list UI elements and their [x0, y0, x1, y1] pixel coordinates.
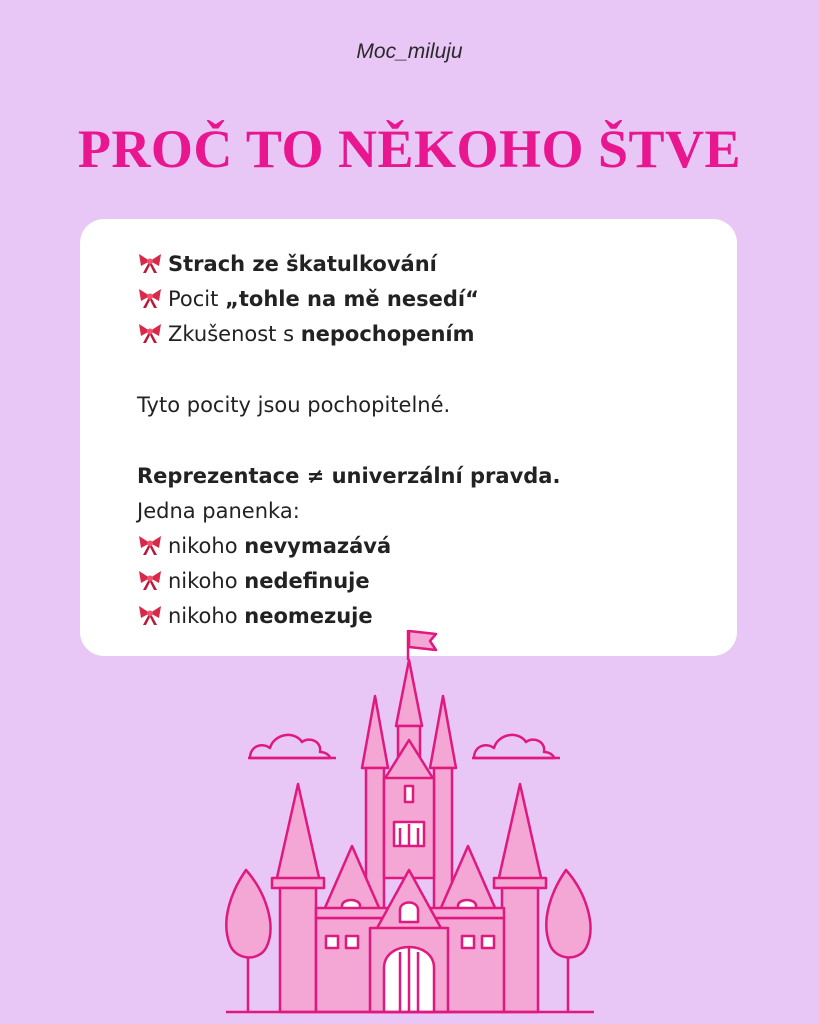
point-bold: nedefinuje	[244, 569, 370, 593]
card-content	[137, 247, 707, 634]
reason-bold: Strach ze škatulkování	[168, 252, 437, 276]
reason-prefix: Zkušenost s	[168, 322, 301, 346]
point-prefix: nikoho	[168, 569, 245, 593]
statement-text: Tyto pocity jsou pochopitelné.	[137, 393, 451, 417]
point-item	[137, 529, 707, 564]
ribbon-bow-icon	[137, 252, 163, 274]
point-item	[137, 564, 707, 599]
reason-item	[137, 317, 707, 352]
reason-item	[137, 282, 707, 317]
ribbon-bow-icon	[137, 287, 163, 309]
reason-bold: „tohle na mě nesedí“	[225, 287, 479, 311]
reason-item	[137, 247, 707, 282]
ribbon-bow-icon	[137, 322, 163, 344]
ribbon-bow-icon	[137, 604, 163, 626]
castle-icon	[215, 626, 605, 1024]
ribbon-bow-icon	[137, 569, 163, 591]
page-title: PROČ TO NĚKOHO ŠTVE	[77, 119, 742, 179]
intro-text: Jedna panenka:	[137, 499, 300, 523]
account-handle: Moc_miluju	[356, 40, 463, 63]
claim-text	[137, 459, 707, 494]
ribbon-bow-icon	[137, 534, 163, 556]
point-prefix: nikoho	[168, 534, 245, 558]
point-bold: neomezuje	[244, 604, 373, 628]
reason-bold: nepochopením	[300, 322, 475, 346]
point-prefix: nikoho	[168, 604, 245, 628]
content-card	[80, 219, 737, 656]
reason-prefix: Pocit	[168, 287, 226, 311]
claim-bold: Reprezentace ≠ univerzální pravda.	[137, 464, 561, 488]
point-bold: nevymazává	[244, 534, 392, 558]
